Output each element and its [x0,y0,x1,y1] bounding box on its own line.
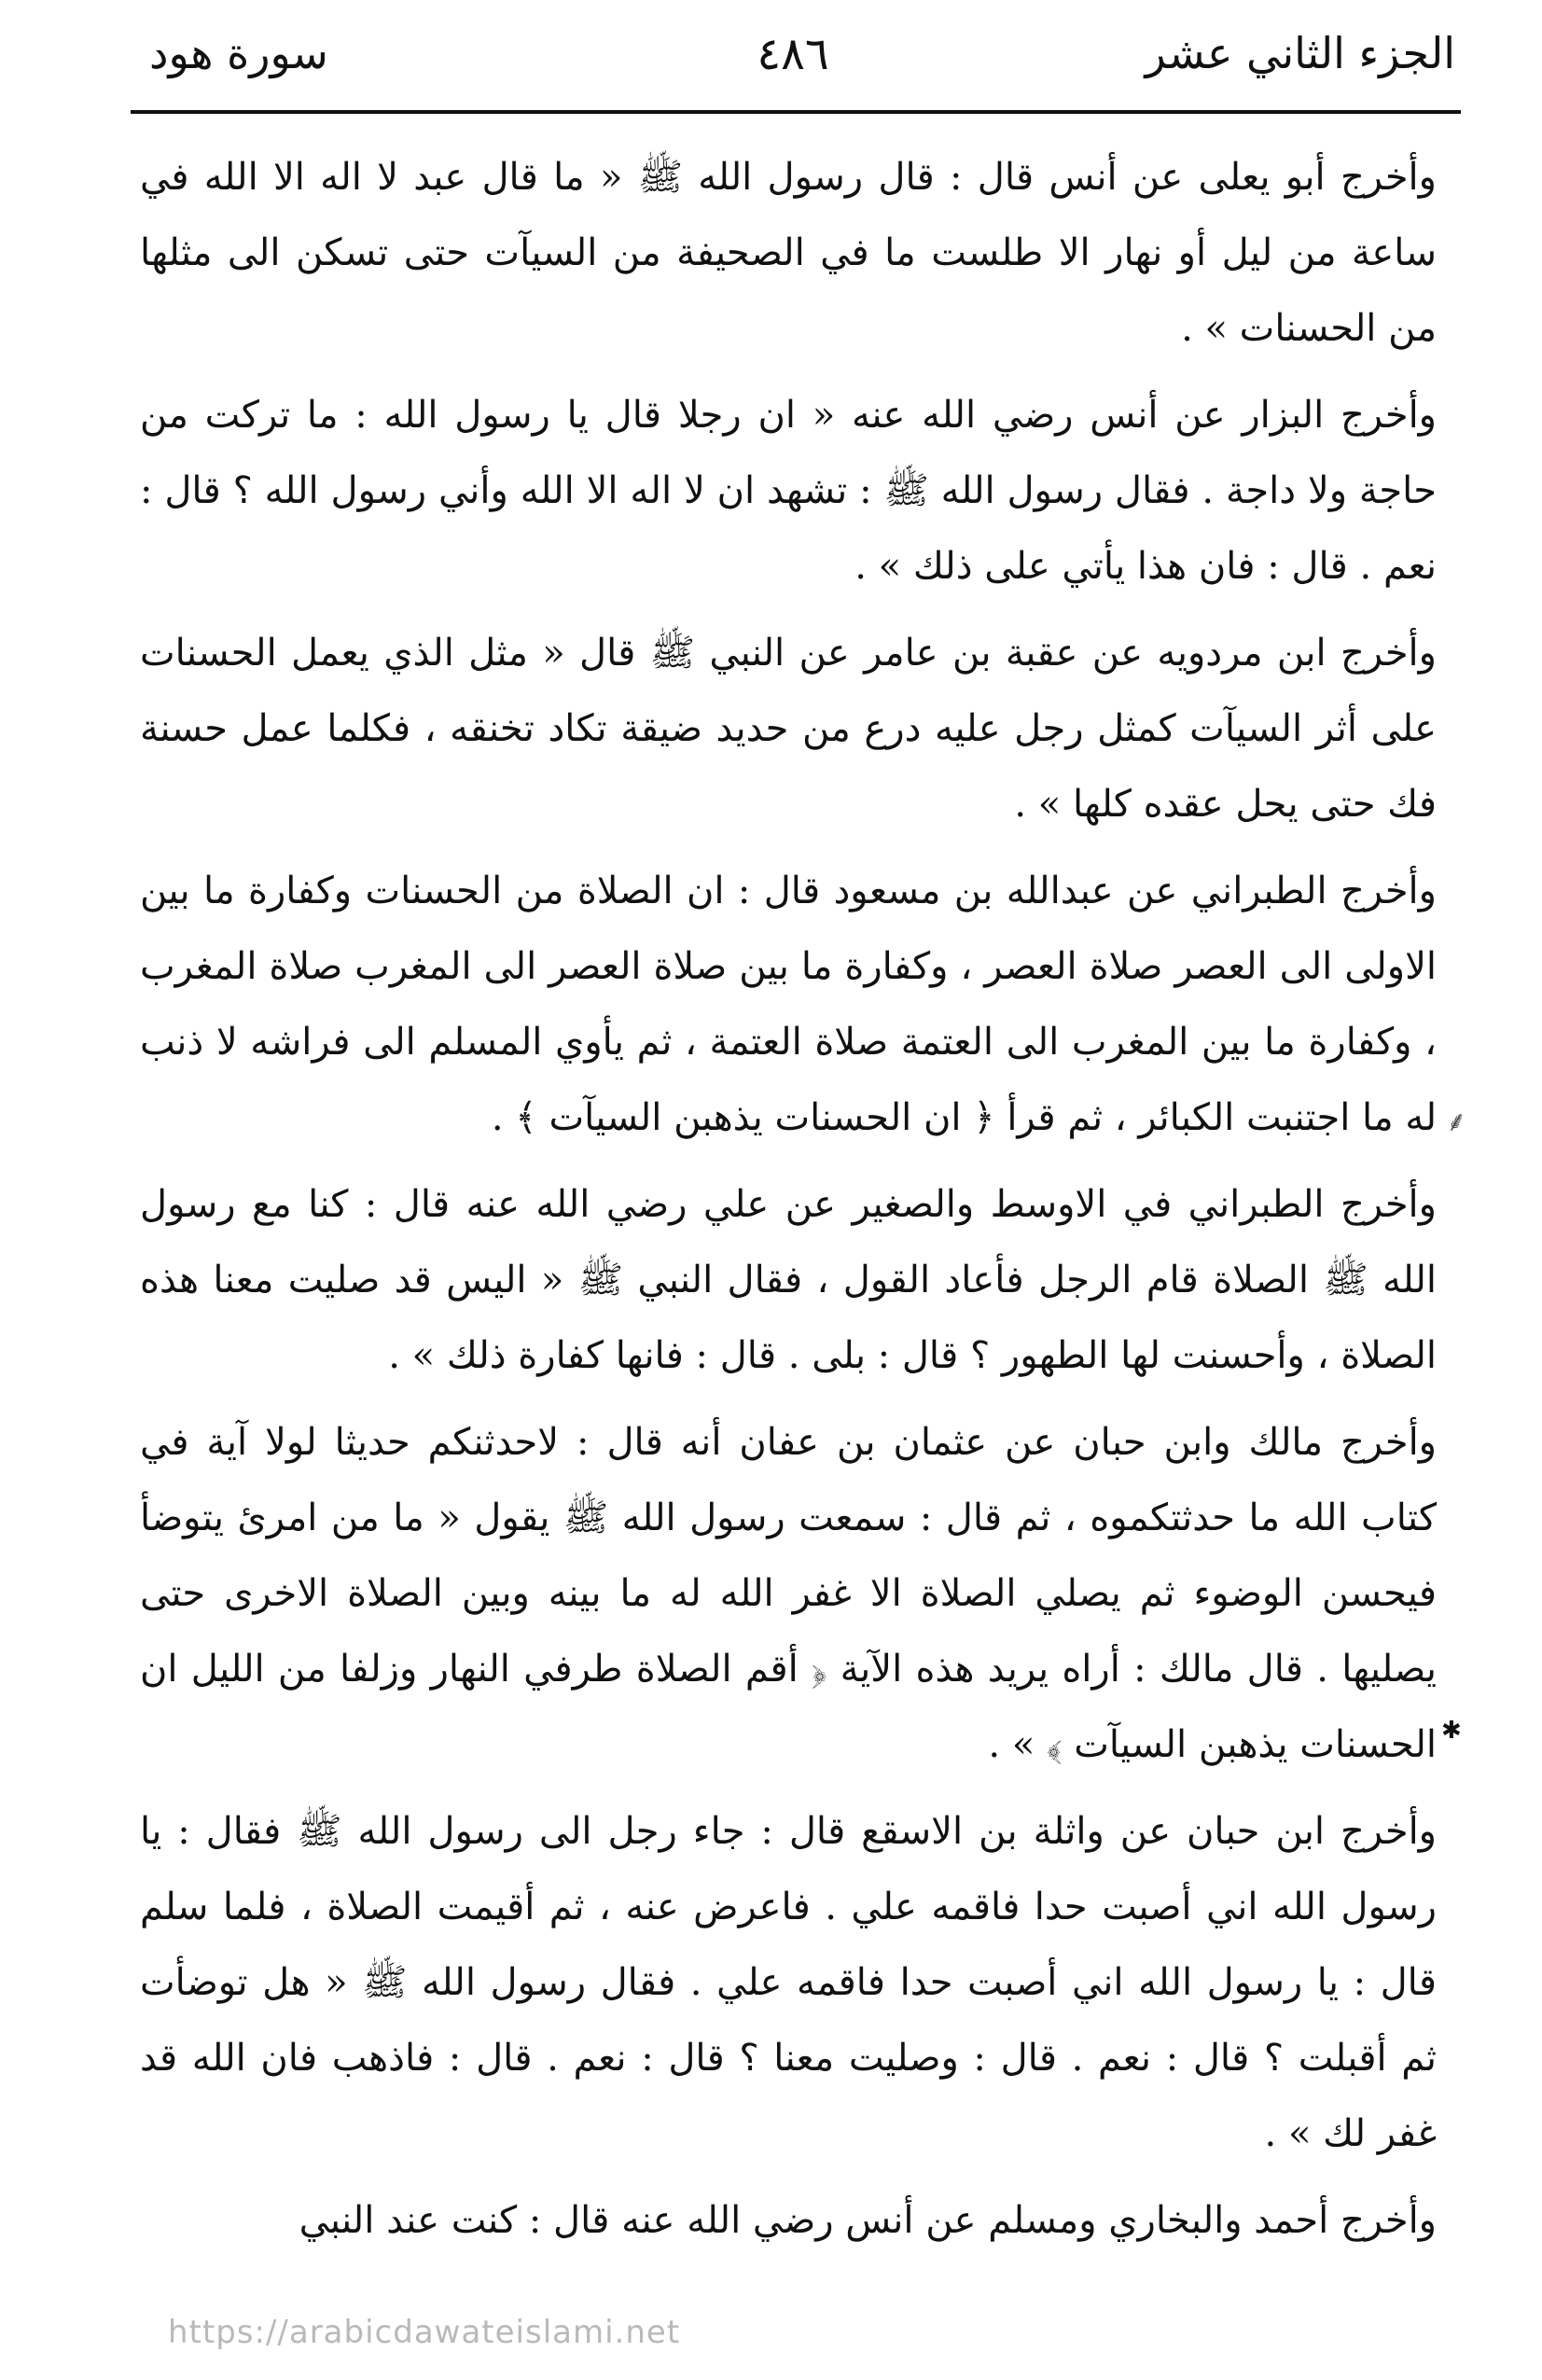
paragraph-4: وأخرج الطبراني عن عبدالله بن مسعود قال : ان الصلاة من الحسنات وكفارة ما بين الاولى الى العصر صلاة العصر ، وكفارة ما بين صلاة العصر الى المغرب صلاة المغرب ، وكفارة ما بين المغرب الى العتمة صلاة العتمة ، ثم يأوي المسلم الى فراشه لا ذنب له ما اجتنبت الكبائر ، ثم قرأ ﴿ ان الحسنات يذهبن السيآت ﴾ . [140,870,1437,1139]
header-rule [131,110,1461,114]
margin-mark-icon: ⸙ [1446,1106,1467,1138]
paragraph-5: وأخرج الطبراني في الاوسط والصغير عن علي رضي الله عنه قال : كنا مع رسول الله ﷺ الصلاة قام الرجل فأعاد القول ، فقال النبي ﷺ « اليس قد صليت معنا هذه الصلاة ، وأحسنت لها الطهور ؟ قال : بلى . قال : فانها كفارة ذلك » . [140,1183,1437,1377]
part-title: الجزء الثاني عشر [1145,28,1455,78]
page-header [131,28,1455,103]
watermark-url: https://arabicdawateislami.net [168,2314,681,2351]
body-text [140,140,1437,2259]
margin-dot-icon: ✱ [1441,1717,1462,1745]
page-number: ٤٨٦ [757,28,829,80]
paragraph-6: وأخرج مالك وابن حبان عن عثمان بن عفان أنه قال : لاحدثنكم حديثا لولا آية في كتاب الله ما حدثتكموه ، ثم قال : سمعت رسول الله ﷺ يقول « ما من امرئ يتوضأ فيحسن الوضوء ثم يصلي الصلاة الا غفر الله له ما بينه وبين الصلاة الاخرى حتى يصليها . قال مالك : أراه يريد هذه الآية ﴿ أقم الصلاة طرفي النهار وزلفا من الليل ان الحسنات يذهبن السيآت ﴾ » . [140,1421,1437,1766]
paragraph-2: وأخرج البزار عن أنس رضي الله عنه « ان رجلا قال يا رسول الله : ما تركت من حاجة ولا داجة . فقال رسول الله ﷺ : تشهد ان لا اله الا الله وأني رسول الله ؟ قال : نعم . قال : فان هذا يأتي على ذلك » . [140,394,1437,588]
paragraph-8: وأخرج أحمد والبخاري ومسلم عن أنس رضي الله عنه قال : كنت عند النبي [299,2199,1437,2242]
paragraph-7: وأخرج ابن حبان عن واثلة بن الاسقع قال : جاء رجل الى رسول الله ﷺ فقال : يا رسول الله اني أصبت حدا فاقمه علي . فاعرض عنه ، ثم أقيمت الصلاة ، فلما سلم قال : يا رسول الله اني أصبت حدا فاقمه علي . فقال رسول الله ﷺ « هل توضأت ثم أقبلت ؟ قال : نعم . قال : وصليت معنا ؟ قال : نعم . قال : فاذهب فان الله قد غفر لك » . [140,1810,1437,2155]
paragraph-1: وأخرج أبو يعلى عن أنس قال : قال رسول الله ﷺ « ما قال عبد لا اله الا الله في ساعة من ليل أو نهار الا طلست ما في الصحيفة من السيآت حتى تسكن الى مثلها من الحسنات » . [140,156,1437,350]
paragraph-3: وأخرج ابن مردويه عن عقبة بن عامر عن النبي ﷺ قال « مثل الذي يعمل الحسنات على أثر السيآت كمثل رجل عليه درع من حديد ضيقة تكاد تخنقه ، فكلما عمل حسنة فك حتى يحل عقده كلها » . [140,632,1437,826]
surah-title: سورة هود [149,28,328,78]
